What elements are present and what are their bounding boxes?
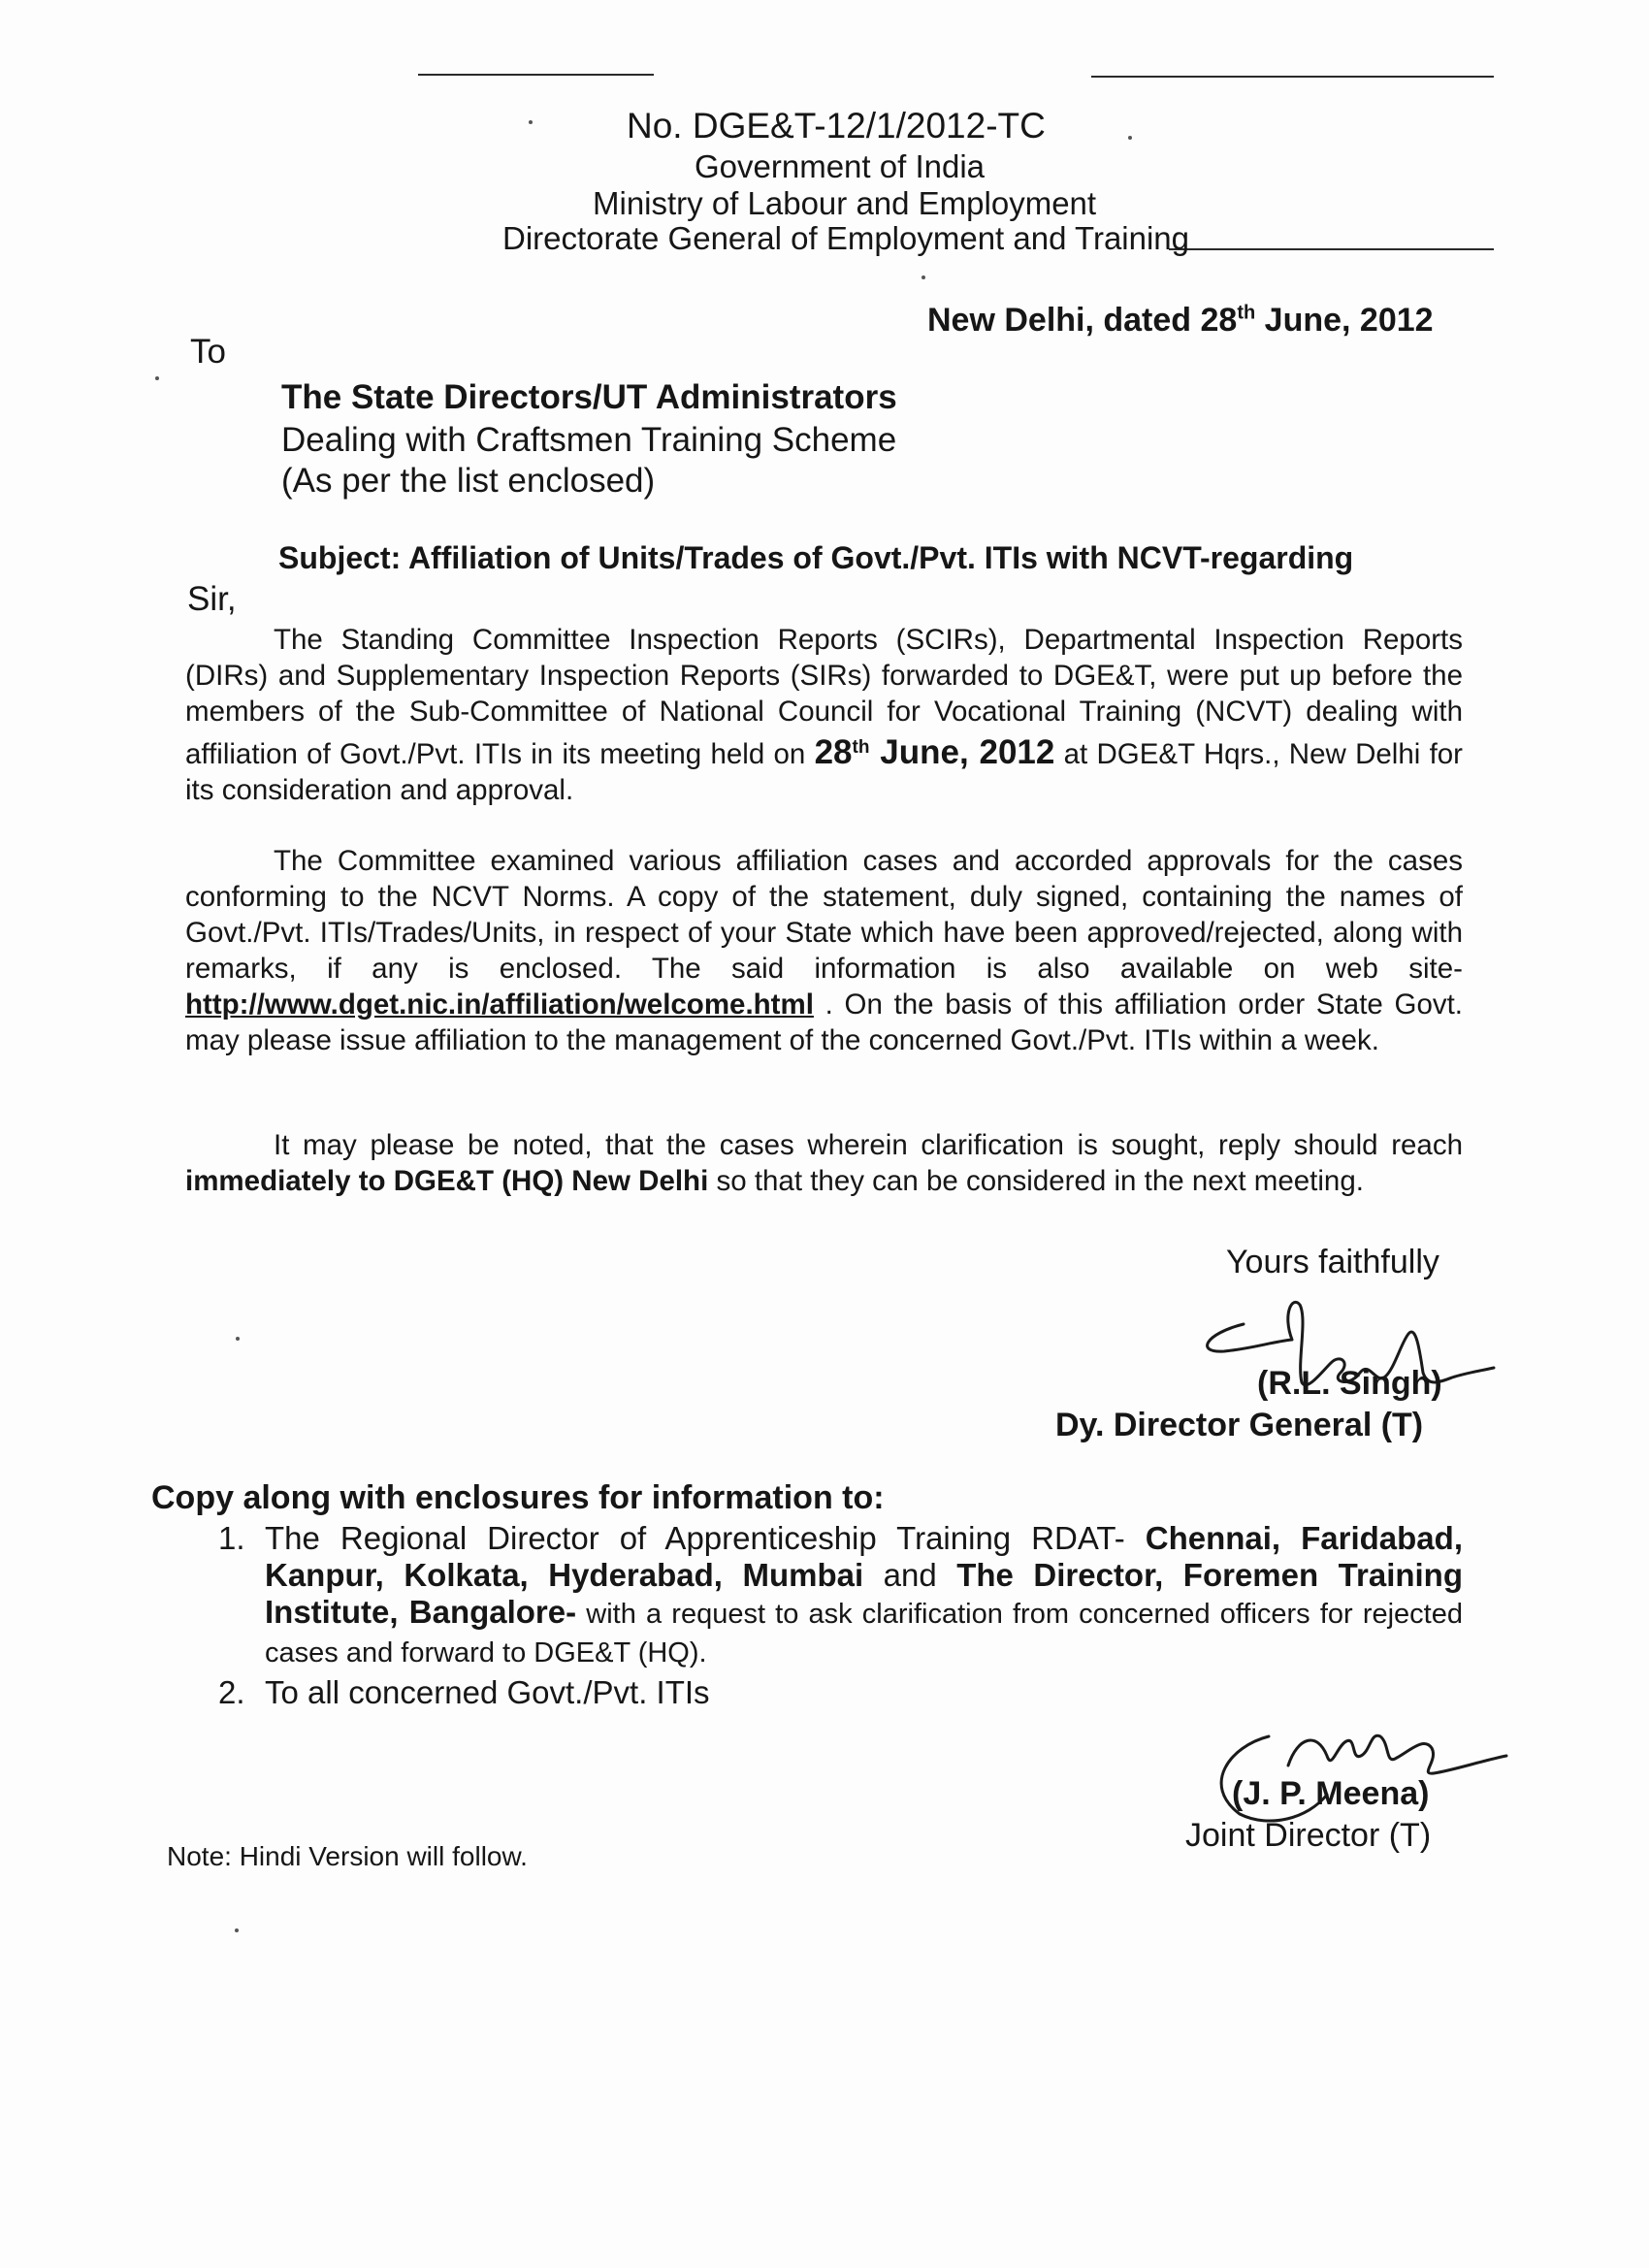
- subject-line: [278, 540, 1353, 576]
- paragraph-clarification-note: [185, 1127, 1463, 1199]
- paragraph-inspection-reports: [185, 622, 1463, 808]
- copy-to-item-1-request: with a request to ask clarification from concerned officers for rejected cases and forward to DGE&T (HQ).: [265, 1599, 1463, 1669]
- salutation: Sir,: [187, 580, 237, 618]
- addressee-line-3: (As per the list enclosed): [281, 462, 656, 500]
- hindi-version-note: Note: Hindi Version will follow.: [167, 1841, 528, 1871]
- copy-to-item-2-number: 2.: [218, 1674, 245, 1710]
- affiliation-website-link[interactable]: http://www.dget.nic.in/affiliation/welcome.html: [185, 988, 814, 1021]
- top-left-rule: [418, 74, 654, 76]
- signatory2-name: (J. P. Meena): [1232, 1775, 1430, 1812]
- date-suffix: June, 2012: [1255, 302, 1434, 339]
- scan-speck: [1128, 136, 1132, 140]
- copy-to-item-1-fti: The Director, Foremen Training Institute, Bangalore-: [265, 1557, 1463, 1630]
- subject-text: Affiliation of Units/Trades of Govt./Pvt. ITIs with NCVT-regarding: [407, 540, 1354, 575]
- meeting-date-sup: th: [852, 737, 870, 758]
- copy-to-item-2: [218, 1674, 1470, 1717]
- paragraph2-text-b: . On the basis of this affiliation order State Govt. may please issue affiliation to the management of the concerned Govt./Pvt. ITIs within a week.: [185, 988, 1463, 1056]
- copy-to-item-1-text-b: and: [863, 1557, 957, 1593]
- date-superscript: th: [1237, 302, 1256, 324]
- paragraph-committee-approvals: [185, 843, 1463, 1058]
- closing-yours-faithfully: Yours faithfully: [1226, 1244, 1439, 1280]
- top-right-rule: [1091, 76, 1494, 78]
- addressee-line-1: The State Directors/UT Administrators: [281, 378, 897, 416]
- reference-number: No. DGE&T-12/1/2012-TC: [627, 106, 1046, 146]
- copy-to-item-1-cities: Chennai, Faridabad, Kanpur, Kolkata, Hyderabad, Mumbai: [265, 1520, 1463, 1593]
- copy-to-item-1-body: [265, 1520, 1463, 1671]
- copy-to-heading: Copy along with enclosures for information to:: [151, 1479, 885, 1516]
- ministry-line: Ministry of Labour and Employment: [593, 185, 1097, 221]
- paragraph3-bold: immediately to DGE&T (HQ) New Delhi: [185, 1165, 709, 1197]
- government-line: Government of India: [695, 148, 985, 184]
- paragraph3-text-a: It may please be noted, that the cases wherein clarification is sought, reply should reach: [274, 1129, 1463, 1161]
- addressee-line-2: Dealing with Craftsmen Training Scheme: [281, 421, 897, 459]
- copy-to-item-2-body: To all concerned Govt./Pvt. ITIs: [265, 1674, 710, 1710]
- paragraph2-text-a: The Committee examined various affiliation cases and accorded approvals for the cases conforming to the NCVT Norms. A copy of the statement, duly signed, containing the names of Govt./Pvt. ITIs/Trades/Units, in respect of your State which have been approved/rejected, along with remarks, if any is enclosed. The said information is also available on web site-: [185, 845, 1463, 985]
- scan-speck: [922, 275, 925, 279]
- signatory1-name: (R.L. Singh): [1257, 1365, 1442, 1402]
- copy-to-item-1-text-a: The Regional Director of Apprenticeship Training RDAT-: [265, 1520, 1146, 1556]
- date-line: [927, 302, 1434, 340]
- scan-speck: [155, 376, 159, 380]
- copy-to-item-1: [218, 1520, 1470, 1685]
- directorate-line: Directorate General of Employment and Training: [502, 220, 1190, 256]
- paragraph3-text-b: so that they can be considered in the next meeting.: [708, 1165, 1364, 1197]
- meeting-date-rest: June, 2012: [869, 732, 1055, 771]
- scan-speck: [235, 1928, 239, 1932]
- signatory1-designation: Dy. Director General (T): [1055, 1407, 1424, 1443]
- scan-speck: [529, 120, 533, 124]
- to-label: To: [190, 333, 226, 371]
- date-prefix: New Delhi, dated 28: [927, 302, 1238, 339]
- meeting-date-day: 28: [814, 732, 853, 771]
- directorate-trailing-rule: [1169, 248, 1494, 250]
- subject-label: Subject:: [278, 540, 402, 575]
- paragraph1-text-b: at DGE&T Hqrs., New Delhi for its consideration and approval.: [185, 737, 1463, 806]
- scan-speck: [236, 1337, 240, 1341]
- copy-to-item-1-number: 1.: [218, 1520, 245, 1556]
- signatory2-designation: Joint Director (T): [1185, 1817, 1432, 1854]
- paragraph1-text-a: The Standing Committee Inspection Reports (SCIRs), Departmental Inspection Reports (DIRs) and Supplementary Inspection Reports (SIRs) forwarded to DGE&T, were put up before the members of the Sub-Committee of National Council for Vocational Training (NCVT) dealing with affiliation of Govt./Pvt. ITIs in its meeting held on: [185, 624, 1463, 770]
